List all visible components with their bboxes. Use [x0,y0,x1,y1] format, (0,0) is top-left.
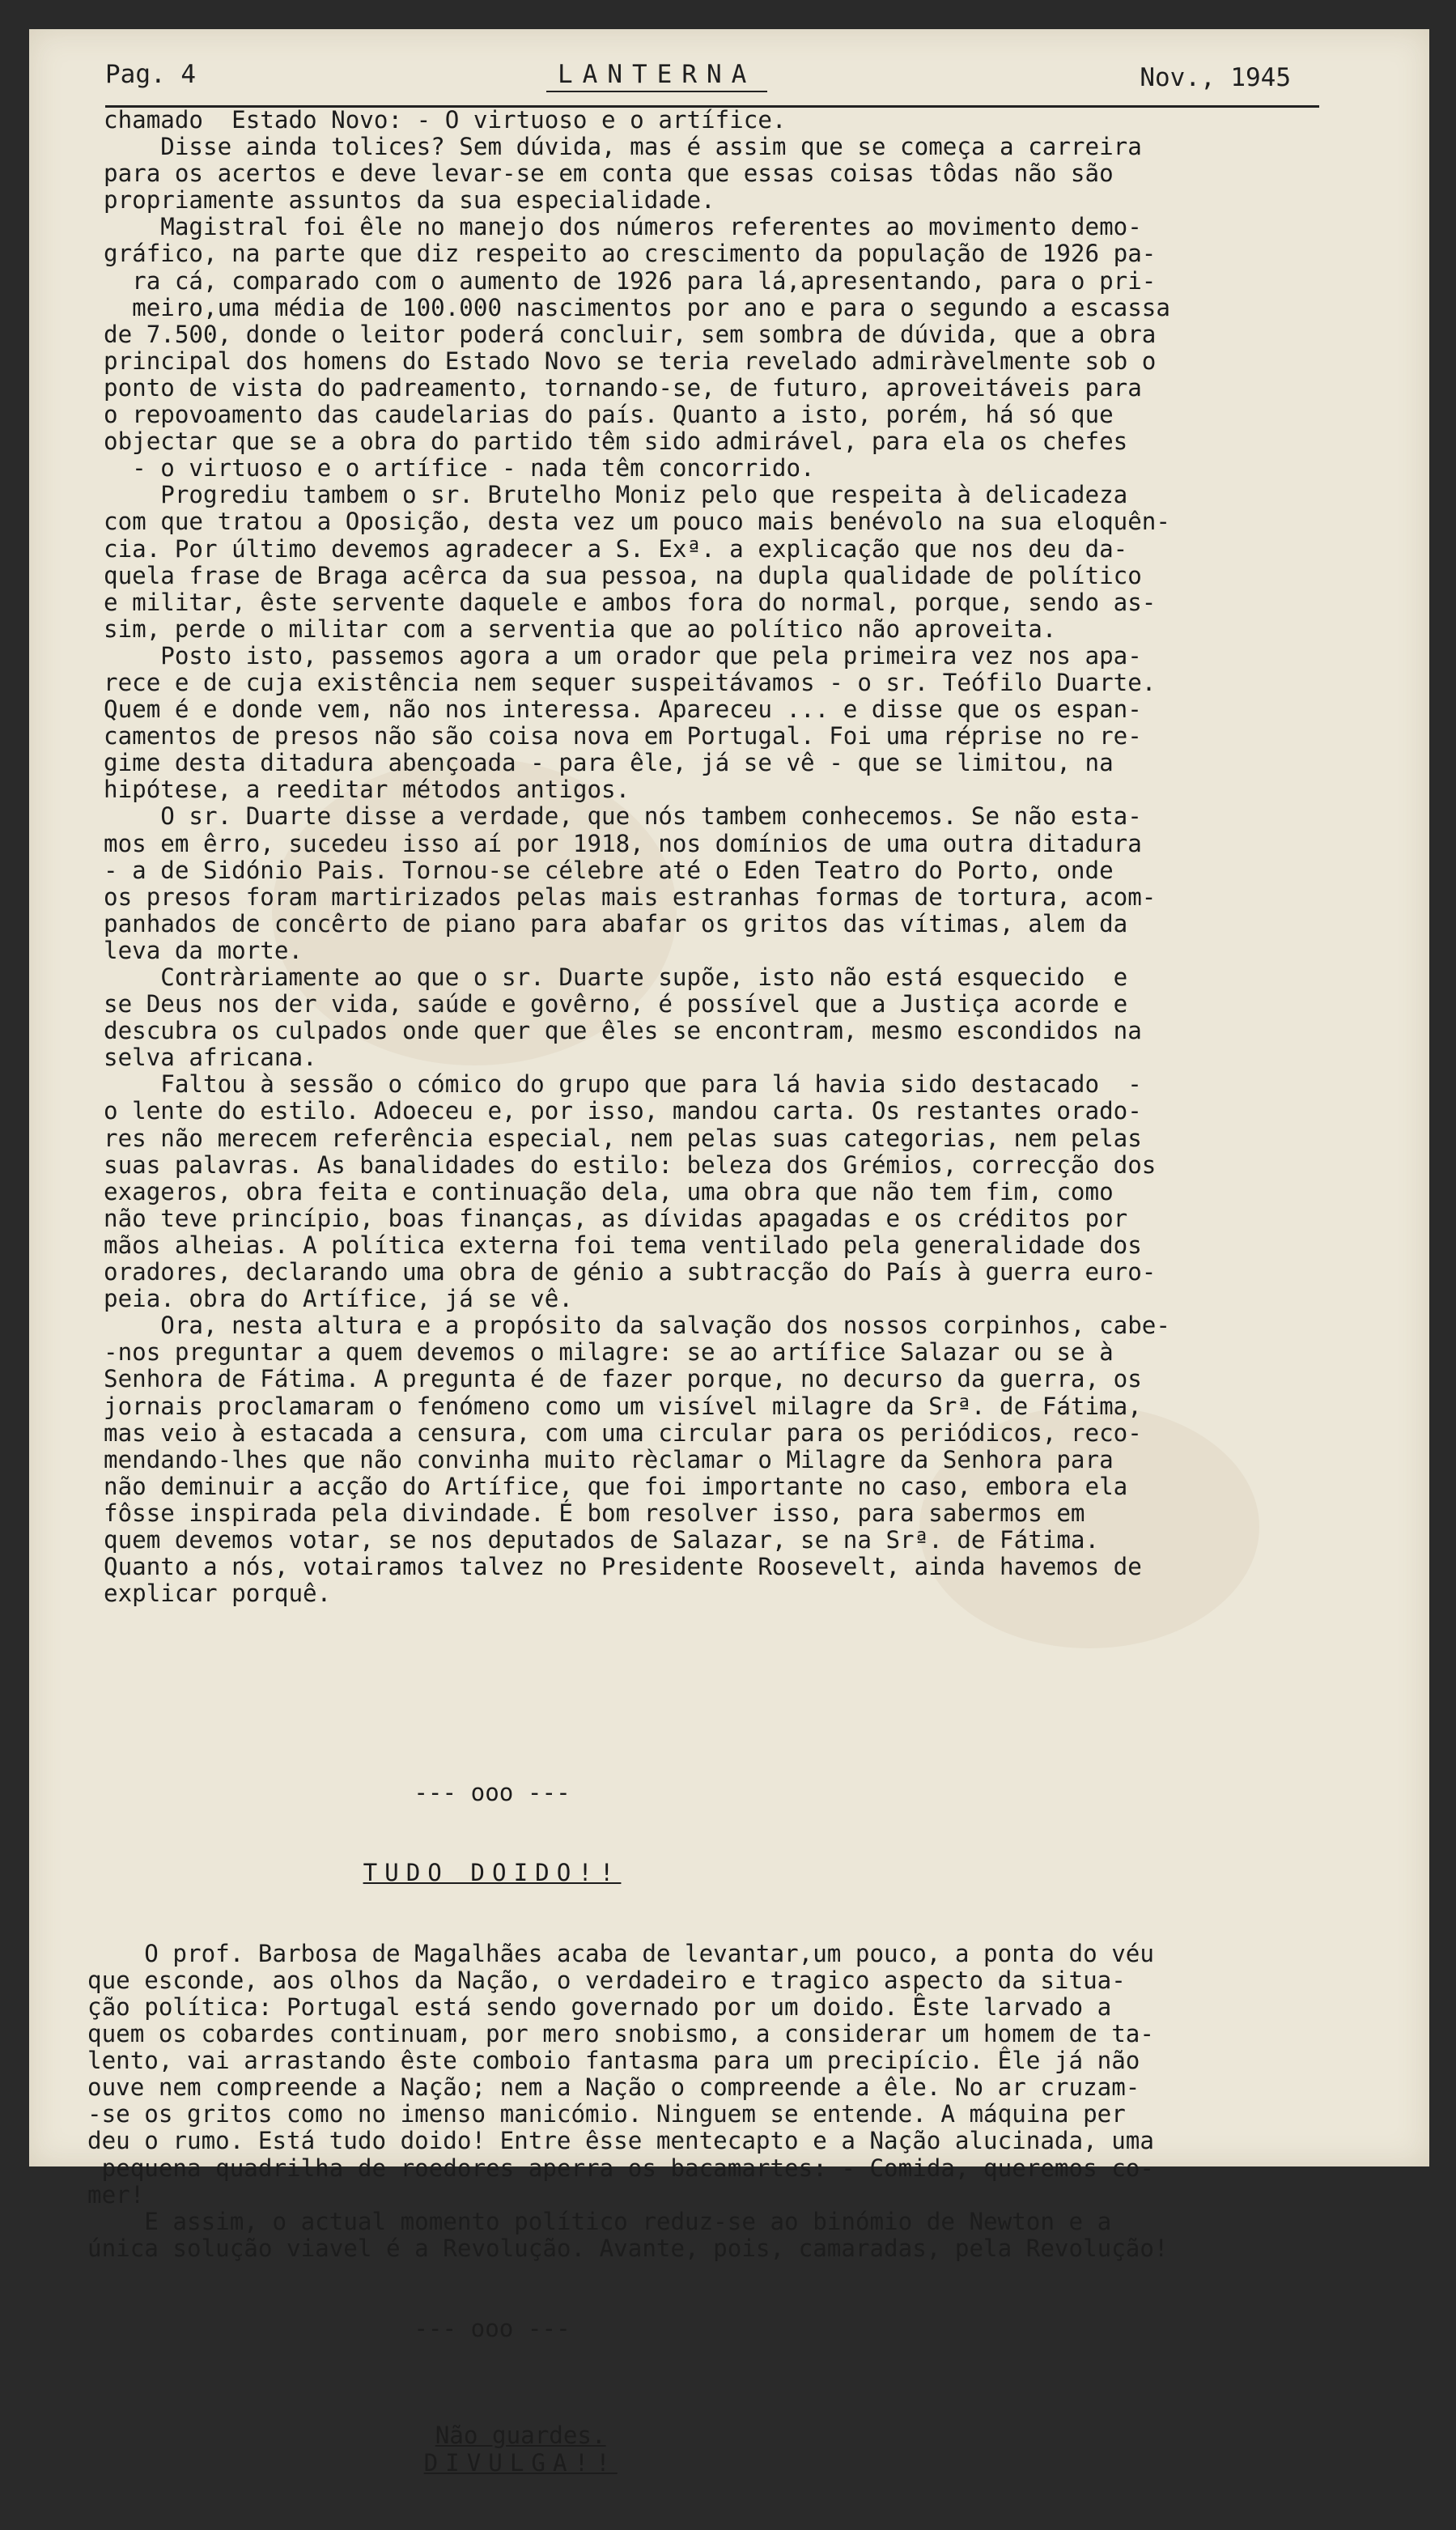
text-line: única solução viavel é a Revolução. Avante, pois, camaradas, pela Revolução! [87,2234,1169,2262]
separator: --- ooo --- [414,1779,571,1807]
text-line: de 7.500, donde o leitor poderá concluir, sem sombra de dúvida, que a obra [104,320,1157,348]
text-line: com que tratou a Oposição, desta vez um pouco mais benévolo na sua eloquên- [104,508,1170,536]
text-line: principal dos homens do Estado Novo se teria revelado admiràvelmente sob o [104,347,1157,375]
text-line: meiro,uma média de 100.000 nascimentos por ano e para o segundo a escassa [104,293,1170,321]
text-line: Posto isto, passemos agora a um orador que pela primeira vez nos apa- [104,641,1142,670]
text-line: sim, perde o militar com a serventia que ao político não aproveita. [104,614,1057,643]
text-line: Quem é e donde vem, não nos interessa. Apareceu ... e disse que os espan- [104,695,1142,724]
issue-date: Nov., 1945 [1140,63,1291,92]
text-line: quem os cobardes continuam, por mero snobismo, a considerar um homem de ta- [87,2020,1154,2048]
text-line: o lente do estilo. Adoeceu e, por isso, mandou carta. Os restantes orado- [104,1097,1142,1125]
text-line: Progrediu tambem o sr. Brutelho Moniz pelo que respeita à delicadeza [104,481,1128,509]
text-line: ouve nem compreende a Nação; nem a Nação o compreende a êle. No ar cruzam- [87,2073,1140,2102]
text-line: suas palavras. As banalidades do estilo: beleza dos Grémios, correcção dos [104,1150,1157,1179]
text-line: peia. obra do Artífice, já se vê. [104,1285,573,1313]
text-line: descubra os culpados onde quer que êles se encontram, mesmo escondidos na [104,1017,1142,1045]
text-line: jornais proclamaram o fenómeno como um visível milagre da Srª. de Fátima, [104,1392,1142,1420]
text-line: mas veio à estacada a censura, com uma circular para os periódicos, reco- [104,1418,1142,1447]
text-line: gime desta ditadura abençoada - para êle, já se vê - que se limitou, na [104,749,1114,777]
text-line: mãos alheias. A política externa foi tema ventilado pela generalidade dos [104,1231,1142,1259]
text-line: Faltou à sessão o cómico do grupo que para lá havia sido destacado - [104,1070,1142,1099]
text-line: quem devemos votar, se nos deputados de Salazar, se na Srª. de Fátima. [104,1525,1100,1554]
text-line: ção política: Portugal está sendo governado por um doido. Êste larvado a [87,1992,1112,2021]
text-line: quela frase de Braga acêrca da sua pessoa, na dupla qualidade de político [104,561,1142,589]
text-line: deu o rumo. Está tudo doido! Entre êsse mentecapto e a Nação alucinada, uma [87,2127,1154,2155]
section-title: TUDO DOIDO!! [363,1859,622,1887]
text-line: -se os gritos como no imenso manicómio. Ninguem se entende. A máquina per [87,2100,1126,2128]
closing-line [87,2396,897,2502]
text-line: Senhora de Fátima. A pregunta é de fazer porque, no decurso da guerra, os [104,1365,1142,1393]
text-line: gráfico, na parte que diz respeito ao crescimento da população de 1926 pa- [104,240,1157,268]
text-line: - a de Sidónio Pais. Tornou-se célebre até o Eden Teatro do Porto, onde [104,856,1114,884]
text-line: fôsse inspirada pela divindade. É bom resolver isso, para sabermos em [104,1499,1085,1527]
text-line: e militar, êste servente daquele e ambos fora do normal, porque, sendo as- [104,588,1157,616]
text-line: lento, vai arrastando êste comboio fantasma para um precipício. Êle já não [87,2047,1140,2075]
text-line: objectar que se a obra do partido têm sido admirável, para ela os chefes [104,427,1128,456]
closing-emphasis: DIVULGA!! [423,2448,618,2477]
text-line: Ora, nesta altura e a propósito da salvação dos nossos corpinhos, cabe- [104,1312,1170,1340]
text-line: pequena quadrilha de roedores aperra os bacamartes: - Comida, queremos co- [87,2154,1154,2182]
text-line: Quanto a nós, votairamos talvez no Presidente Roosevelt, ainda havemos de [104,1553,1142,1581]
text-line: explicar porquê. [104,1580,332,1608]
text-line: panhados de concêrto de piano para abafar os gritos das vítimas, alem da [104,909,1128,938]
text-line: se Deus nos der vida, saúde e govêrno, é possível que a Justiça acorde e [104,990,1128,1018]
article-body [104,107,1334,1607]
separator: --- ooo --- [414,2315,571,2343]
section-body [87,1941,1350,2262]
page-number: Pag. 4 [105,60,196,89]
text-line: E assim, o actual momento político reduz-se ao binómio de Newton e a [87,2207,1112,2235]
text-line: ra cá, comparado com o aumento de 1926 para lá,apresentando, para o pri- [104,266,1157,295]
text-line: oradores, declarando uma obra de génio a subtracção do País à guerra euro- [104,1258,1157,1286]
text-line: propriamente assuntos da sua especialidade. [104,186,715,215]
text-line: O sr. Duarte disse a verdade, que nós tambem conhecemos. Se não esta- [104,802,1142,831]
text-line: O prof. Barbosa de Magalhães acaba de levantar,um pouco, a ponta do véu [87,1939,1154,1967]
page-header [105,49,1291,91]
closing-prefix: Não guardes. [435,2422,606,2450]
text-line: mer! [87,2180,145,2209]
text-line: não deminuir a acção do Artífice, que foi importante no caso, embora ela [104,1472,1128,1500]
text-line: camentos de presos não são coisa nova em Portugal. Foi uma réprise no re- [104,722,1142,750]
text-line: chamado Estado Novo: - O virtuoso e o artífice. [104,106,787,134]
text-line: mendando-lhes que não convinha muito rèclamar o Milagre da Senhora para [104,1445,1114,1473]
text-line: ponto de vista do padreamento, tornando-se, de futuro, aproveitáveis para [104,373,1142,402]
text-line: leva da morte. [104,936,304,964]
text-line: - o virtuoso e o artífice - nada têm concorrido. [104,454,815,483]
text-line: o repovoamento das caudelarias do país. Quanto a isto, porém, há só que [104,401,1114,429]
text-line: selva africana. [104,1044,317,1072]
text-line: rece e de cuja existência nem sequer suspeitávamos - o sr. Teófilo Duarte. [104,668,1157,696]
text-line: Disse ainda tolices? Sem dúvida, mas é assim que se começa a carreira [104,133,1142,161]
text-line: para os acertos e deve levar-se em conta que essas coisas tôdas não são [104,159,1114,188]
text-line: -nos preguntar a quem devemos o milagre: se ao artífice Salazar ou se à [104,1338,1114,1367]
section-tudo-doido [87,1723,1350,2530]
text-line: os presos foram martirizados pelas mais estranhas formas de tortura, acom- [104,882,1157,911]
text-line: mos em êrro, sucedeu isso aí por 1918, nos domínios de uma outra ditadura [104,829,1142,857]
text-line: res não merecem referência especial, nem pelas suas categorias, nem pelas [104,1124,1142,1152]
text-line: Contràriamente ao que o sr. Duarte supõe, isto não está esquecido e [104,963,1128,991]
text-line: exageros, obra feita e continuação dela, uma obra que não tem fim, como [104,1177,1114,1205]
text-line: Magistral foi êle no manejo dos números referentes ao movimento demo- [104,213,1142,241]
text-line: cia. Por último devemos agradecer a S. Exª. a explicação que nos deu da- [104,534,1128,563]
newspaper-title: LANTERNA [546,60,767,92]
text-line: não teve princípio, boas finanças, as dívidas apagadas e os créditos por [104,1204,1128,1232]
text-line: hipótese, a reeditar métodos antigos. [104,776,630,804]
text-line: que esconde, aos olhos da Nação, o verdadeiro e tragico aspecto da situa- [87,1966,1126,1994]
